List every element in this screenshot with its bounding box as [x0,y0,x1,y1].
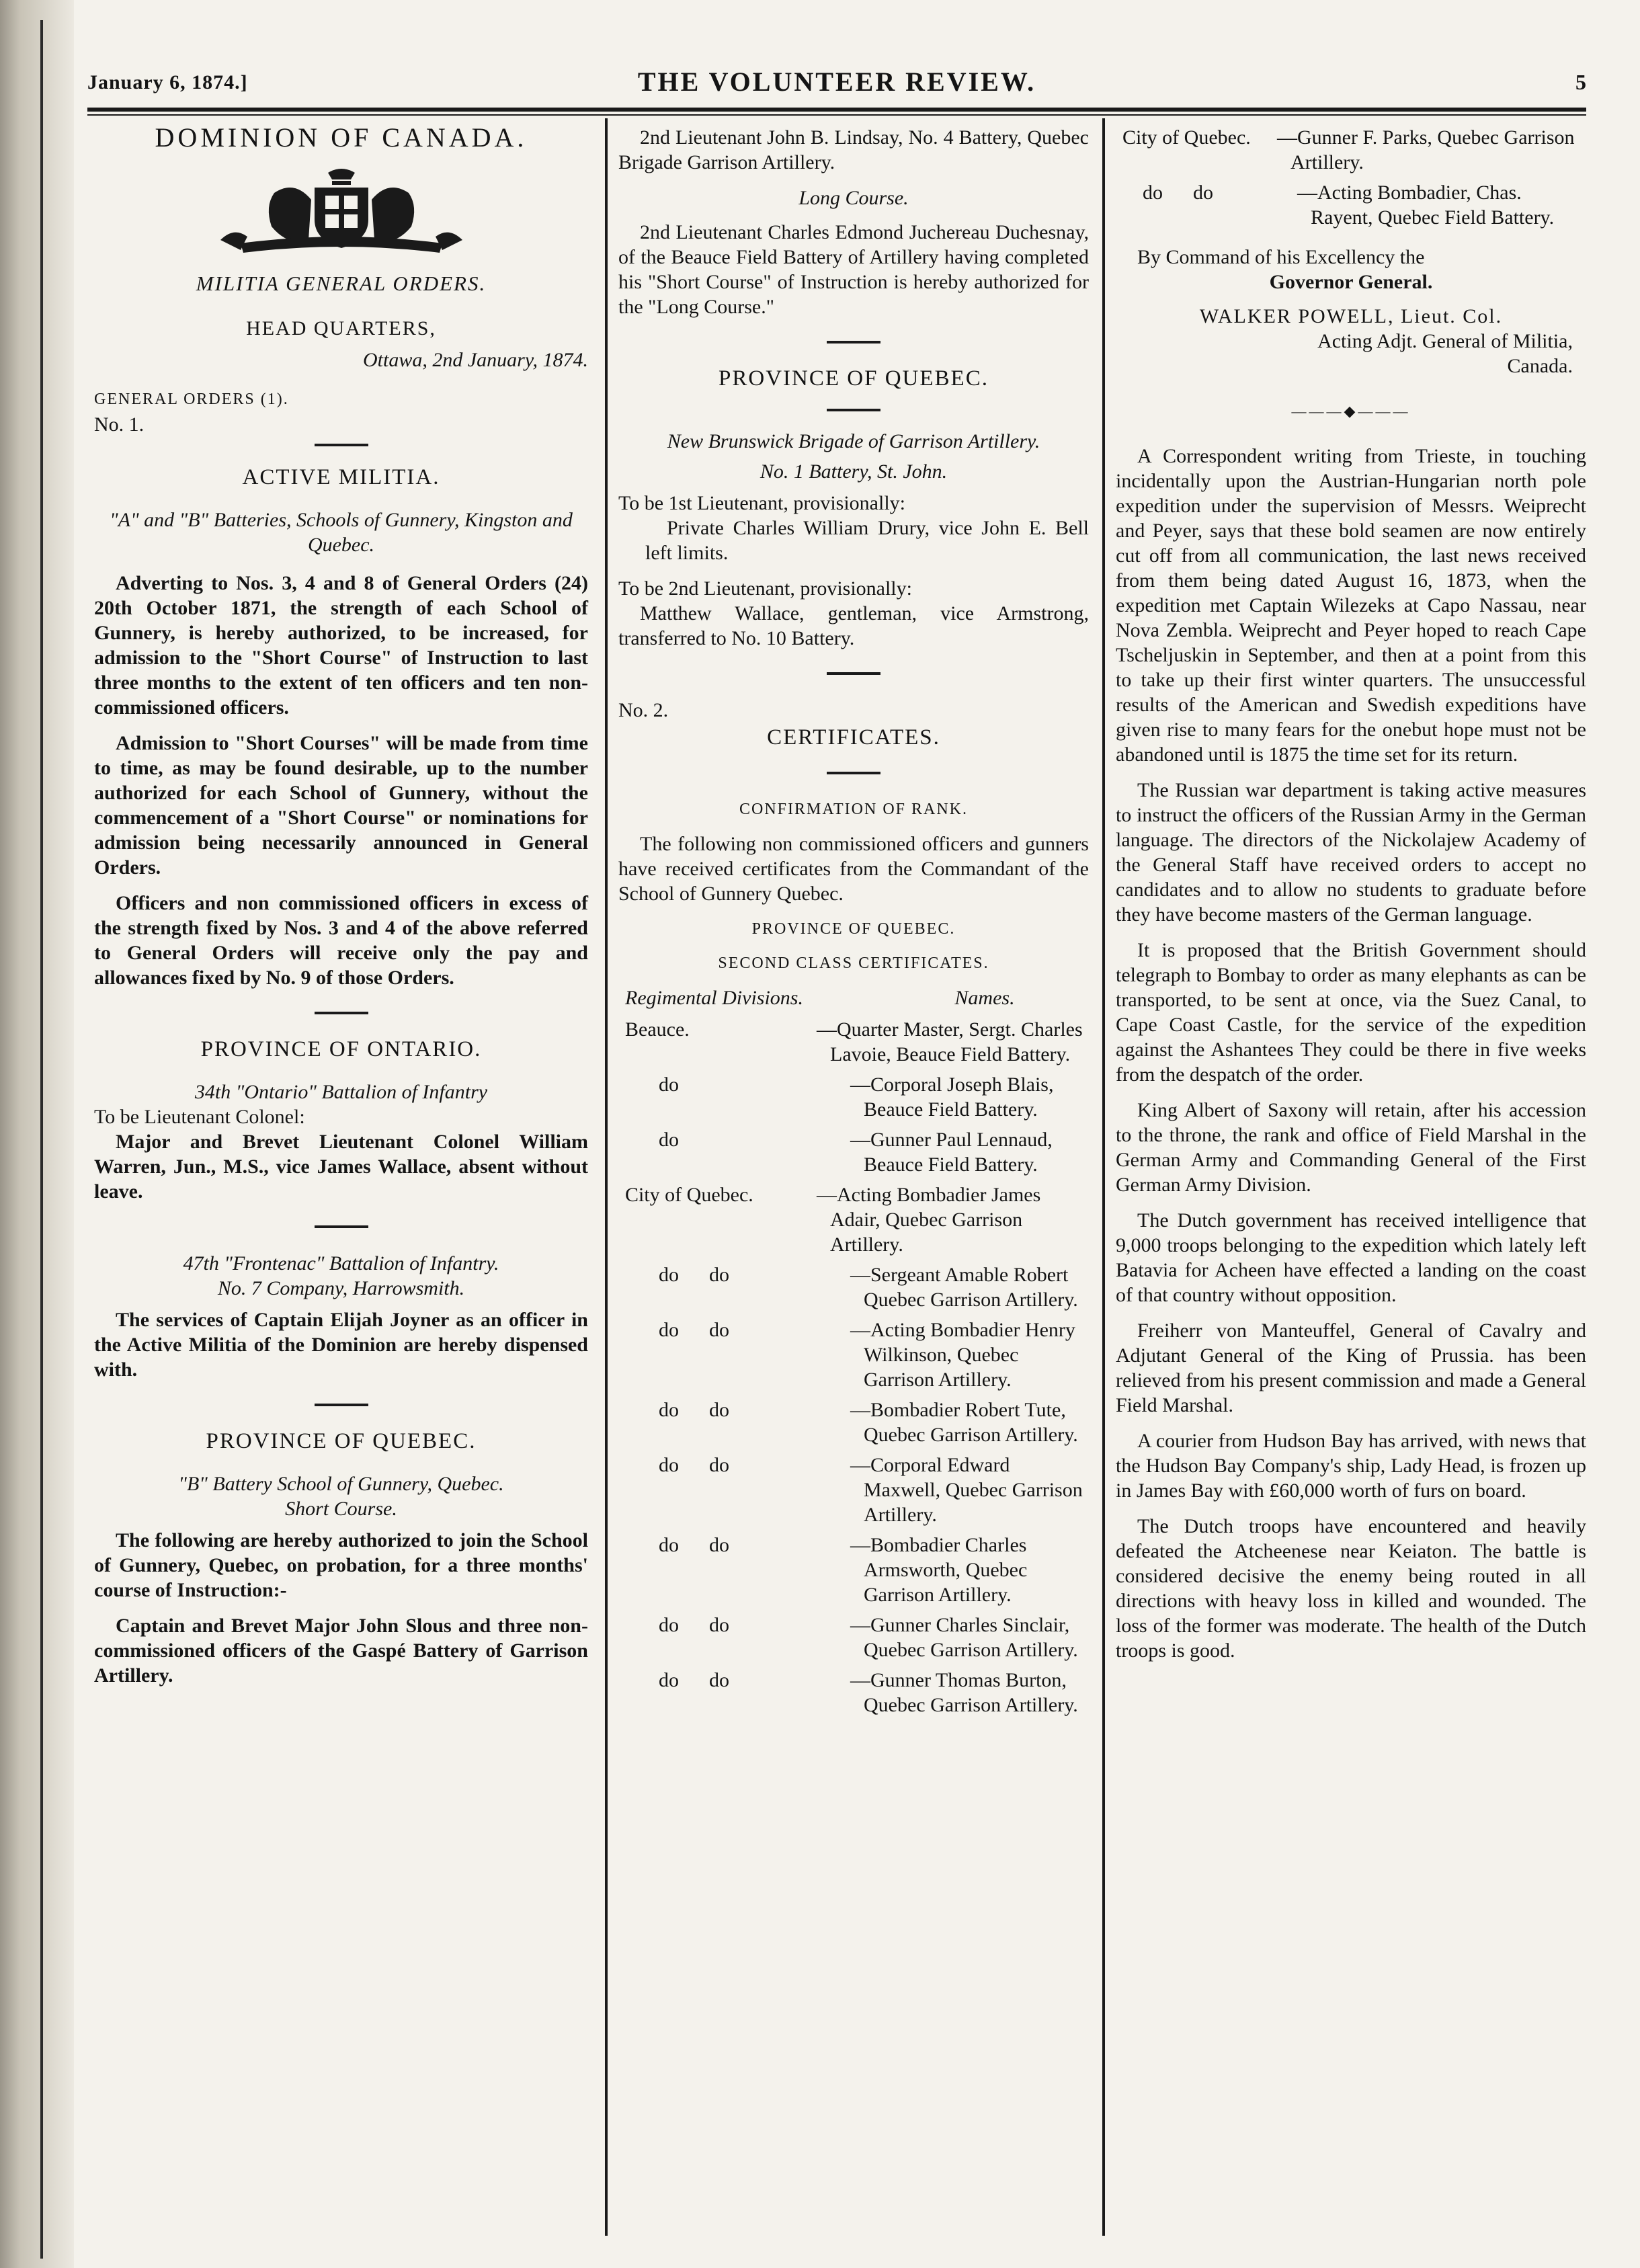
row-name: —Bombadier Charles Armsworth, Quebec Garrison Artillery. [850,1534,1028,1606]
header-rule [87,108,1586,112]
row-name: —Gunner Charles Sinclair, Quebec Garrison Artillery. [850,1614,1078,1661]
table-row [618,1127,1089,1177]
table-row [1116,125,1586,175]
col-names: Names. [954,987,1015,1009]
table-row [618,1533,1089,1607]
order-paragraph-1: Adverting to Nos. 3, 4 and 8 of General Orders (24) 20th October 1871, the strength of each School of Gunnery, is hereby authorized, to be increased, for admission to the "Short Course" of Instruction to last three months to the extent of ten officers and ten non-commissioned officers. [94,572,588,719]
divider [315,444,368,446]
long-course-label: Long Course. [798,187,909,209]
hq-title: HEAD QUARTERS, [246,317,436,339]
certificates-heading: CERTIFICATES. [767,725,940,750]
wallace-entry: Matthew Wallace, gentleman, vice Armstrong, transferred to No. 10 Battery. [618,602,1089,649]
row-name: —Corporal Edward Maxwell, Quebec Garrison Artillery. [850,1454,1083,1526]
row-name: —Gunner Paul Lennaud, Beauce Field Battery. [850,1129,1053,1176]
by-command: By Command of his Excellency the [1137,246,1425,268]
order-number-1: No. 1. [94,413,145,436]
to-be-2nd-lieutenant: To be 2nd Lieutenant, provisionally: [618,577,912,600]
drury-entry: Private Charles William Drury, vice John E. Bell left limits. [645,517,1089,564]
battalion-47-title: 47th "Frontenac" Battalion of Infantry. [183,1252,499,1274]
row-name: —Gunner F. Parks, Quebec Garrison Artillery. [1277,126,1575,173]
newspaper-title: THE VOLUNTEER REVIEW. [637,67,1036,97]
order-paragraph-2: Admission to "Short Courses" will be made from time to time, as may be found desirable, up to the number authorized for each School of Gunnery, without the commencement of a "Short Course" or nominations for admission being necessarily announced in General Orders. [94,732,588,879]
row-name: —Corporal Joseph Blais, Beauce Field Battery. [850,1074,1054,1121]
certificates-table-header [618,985,1089,1010]
schools-title: "A" and "B" Batteries, Schools of Gunnery, Kingston and Quebec. [110,509,573,556]
order-paragraph-3: Officers and non commissioned officers in excess of the strength fixed by Nos. 3 and 4 of the above referred to General Orders will receive only the pay and allowances fixed by No. 9 of those Orders. [94,892,588,989]
short-course-label: Short Course. [285,1498,397,1520]
row-division: do do [659,1399,729,1421]
row-name: —Gunner Thomas Burton, Quebec Garrison Artillery. [850,1669,1078,1716]
confirmation-of-rank: CONFIRMATION OF RANK. [739,801,969,818]
to-be-1st-lieutenant: To be 1st Lieutenant, provisionally: [618,492,905,514]
table-row [618,1262,1089,1312]
divider [827,672,880,675]
table-row [618,1072,1089,1122]
table-row [618,1453,1089,1527]
column-1 [94,122,588,1699]
certificates-intro: The following non commissioned officers and gunners have received certificates from the Commandant of the School of Gunnery Quebec. [618,833,1089,905]
row-division: do do [659,1534,729,1556]
divider [315,1404,368,1406]
nb-battery-label: No. 1 Battery, St. John. [760,460,948,483]
news-paragraph-8: The Dutch troops have encountered and heavily defeated the Atcheenese near Keiaton. The battle is considered decisive the enemy being routed in all directions with heavy loss in killed and wounded. The loss of the former was moderate. The health of the Dutch troops is good. [1116,1515,1586,1662]
column-divider-1 [605,118,608,2236]
battery-b-text-2: Captain and Brevet Major John Slous and three non-commissioned officers of the Gaspé Battery of Garrison Artillery. [94,1615,588,1687]
issue-date: January 6, 1874.] [87,71,248,93]
masthead: DOMINION OF CANADA. [155,122,528,153]
table-row [618,1318,1089,1392]
battalion-34-title: 34th "Ontario" Battalion of Infantry [194,1081,488,1103]
news-paragraph-4: King Albert of Saxony will retain, after his accession to the throne, the rank and office of Field Marshal in the German Army and Commanding General of the First German Army Division. [1116,1099,1586,1196]
divider [827,409,880,411]
column-divider-2 [1102,118,1105,2236]
divider [315,1012,368,1014]
table-row [618,1017,1089,1067]
row-division: do do [659,1614,729,1636]
row-division: City of Quebec. [1122,126,1251,149]
table-row [618,1668,1089,1717]
row-name: —Bombadier Robert Tute, Quebec Garrison Artillery. [850,1399,1078,1446]
col-regimental: Regimental Divisions. [625,987,803,1009]
table-row [618,1182,1089,1257]
row-division: do [659,1129,679,1151]
row-name: —Acting Bombadier, Chas. Rayent, Quebec Field Battery. [1297,181,1555,229]
row-division: City of Quebec. [625,1184,753,1206]
ornament-divider: ———◆——— [1291,403,1411,419]
battalion-34-to-be: To be Lieutenant Colonel: [94,1106,305,1128]
place-date: Ottawa, 2nd January, 1874. [363,349,588,371]
lindsay-entry: 2nd Lieutenant John B. Lindsay, No. 4 Battery, Quebec Brigade Garrison Artillery. [618,126,1089,173]
governor-general: Governor General. [1269,271,1433,293]
battalion-47-text: The services of Captain Elijah Joyner as an officer in the Active Militia of the Dominion are hereby dispensed with. [94,1309,588,1381]
row-division: do do [1143,181,1213,204]
province-ontario-heading: PROVINCE OF ONTARIO. [200,1037,482,1061]
row-name: —Acting Bombadier James Adair, Quebec Garrison Artillery. [817,1184,1041,1256]
row-name: —Sergeant Amable Robert Quebec Garrison Artillery. [850,1264,1078,1311]
row-name: —Acting Bombadier Henry Wilkinson, Quebec Garrison Artillery. [850,1319,1075,1391]
news-paragraph-7: A courier from Hudson Bay has arrived, with news that the Hudson Bay Company's ship, Lady Head, is frozen up in James Bay with £60,000 worth of furs on board. [1116,1430,1586,1502]
row-division: do do [659,1319,729,1341]
battery-b-title: "B" Battery School of Gunnery, Quebec. [178,1473,504,1495]
divider [827,772,880,774]
row-division: do do [659,1669,729,1691]
row-division: do [659,1074,679,1096]
table-row [618,1613,1089,1662]
row-division: Beauce. [625,1018,690,1041]
page-header [87,66,1586,102]
battalion-34-text: Major and Brevet Lieutenant Colonel William Warren, Jun., M.S., vice James Wallace, absent without leave. [94,1131,588,1203]
walker-powell: WALKER POWELL, Lieut. Col. [1199,305,1503,327]
header-rule-thin [87,114,1586,116]
duchesnay-entry: 2nd Lieutenant Charles Edmond Juchereau Duchesnay, of the Beauce Field Battery of Artillery having completed his "Short Course" of Instruction is hereby authorized for the "Long Course." [618,221,1089,318]
table-row [618,1398,1089,1447]
nb-brigade-title: New Brunswick Brigade of Garrison Artillery. [667,430,1040,452]
divider [315,1225,368,1228]
general-orders-label: GENERAL ORDERS (1). [94,391,289,408]
scan-margin [0,0,74,2268]
row-division: do do [659,1264,729,1286]
divider [827,341,880,343]
active-militia-heading: ACTIVE MILITIA. [242,465,440,489]
canada-label: Canada. [1507,355,1573,377]
second-class-label: SECOND CLASS CERTIFICATES. [718,955,989,972]
royal-coat-of-arms-icon [200,166,483,260]
battalion-47-company: No. 7 Company, Harrowsmith. [217,1277,465,1299]
news-paragraph-1: A Correspondent writing from Trieste, in touching incidentally upon the Austrian-Hungarian north pole expedition under the supervision of Messrs. Weiprecht and Peyer, says that these bold seamen are now entirely cut off from all communication, the last news received from them being dated August 16, 1873, when the expedition met Captain Wilezeks at Capo Nassau, near Nova Zembla. Weiprecht and Peyer hoped to reach Cape Tscheljuskin in September, and then at a point from this to take up their first winter quarters. The unsuccessful results of the American and Swedish expeditions have given rise to many fears for the onebut hope must not be abandoned until is 1875 the time set for its return. [1116,445,1586,766]
news-paragraph-5: The Dutch government has received intelligence that 9,000 troops belonging to the expedition which lately left Batavia for Acheen have effected a landing on the coast of that country without opposition. [1116,1209,1586,1306]
province-quebec-heading: PROVINCE OF QUEBEC. [206,1429,477,1453]
province-label: PROVINCE OF QUEBEC. [751,920,956,938]
order-number-2: No. 2. [618,699,669,721]
news-paragraph-2: The Russian war department is taking active measures to instruct the officers of the Russian Army in the German language. The directors of the Nickolajew Academy of the General Staff have received orders to accept no candidates and to allow no students to graduate before they have become masters of the German language. [1116,779,1586,926]
acting-adjutant: Acting Adjt. General of Militia, [1317,330,1573,352]
row-division: do do [659,1454,729,1476]
table-row [1116,180,1586,230]
column-2 [618,125,1089,1723]
news-paragraph-6: Freiherr von Manteuffel, General of Cavalry and Adjutant General of the King of Prussia. has been relieved from his present commission and made a General Field Marshal. [1116,1320,1586,1416]
news-paragraph-3: It is proposed that the British Government should telegraph to Bombay to order as many elephants as can be transported, to be sent at once, via the Suez Canal, to Cape Coast Castle, for the service of the expedition against the Ashantees They could be there in five weeks from the despatch of the order. [1116,939,1586,1086]
column-3 [1116,125,1586,1674]
militia-orders-title: MILITIA GENERAL ORDERS. [196,272,487,295]
province-quebec-heading-2: PROVINCE OF QUEBEC. [719,366,989,391]
page-number: 5 [1575,70,1586,94]
battery-b-text: The following are hereby authorized to join the School of Gunnery, Quebec, on probation, for a three months' course of Instruction:- [94,1529,588,1601]
row-name: —Quarter Master, Sergt. Charles Lavoie, Beauce Field Battery. [817,1018,1083,1065]
scan-edge-line [40,20,43,2259]
